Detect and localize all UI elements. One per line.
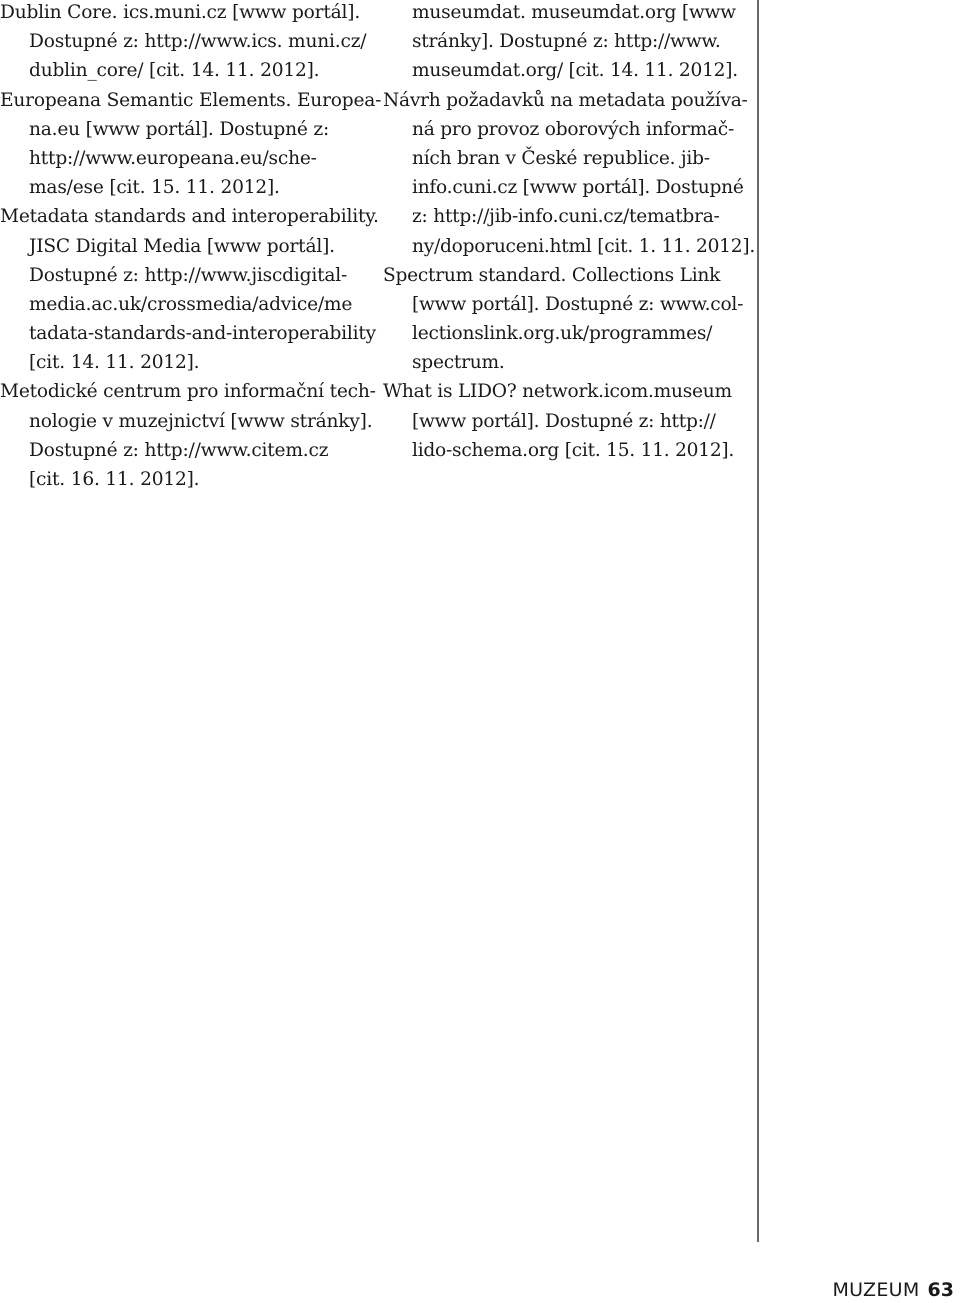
- page-number: 63: [927, 1279, 954, 1301]
- reference-line: tadata-standards-and-interoperability: [29, 323, 376, 345]
- reference-line: What is LIDO? network.icom.museum: [383, 381, 732, 403]
- reference-line: nologie v muzejnictví [www stránky].: [29, 410, 373, 432]
- reference-line: ny/doporuceni.html [cit. 1. 11. 2012].: [412, 235, 756, 257]
- reference-line: Metodické centrum pro informační tech-: [0, 381, 376, 403]
- reference-metadata-standards: [0, 202, 379, 377]
- page-footer: [832, 1278, 954, 1302]
- reference-line: Dublin Core. ics.muni.cz [www portál].: [0, 2, 361, 23]
- reference-line: mas/ese [cit. 15. 11. 2012].: [29, 177, 280, 199]
- reference-line: na.eu [www portál]. Dostupné z:: [29, 118, 330, 140]
- reference-line: z: http://jib-info.cuni.cz/tematbra-: [412, 206, 720, 228]
- reference-line: media.ac.uk/crossmedia/advice/me: [29, 293, 353, 315]
- reference-line: lectionslink.org.uk/programmes/: [412, 323, 713, 345]
- magazine-title: MUZEUM: [832, 1279, 920, 1301]
- column-divider-rule: [757, 0, 759, 1242]
- reference-lido: [383, 377, 755, 465]
- reference-line: spectrum.: [412, 352, 505, 374]
- reference-line: Dostupné z: http://www.ics. muni.cz/: [29, 31, 367, 53]
- reference-line: museumdat. museumdat.org [www: [412, 2, 736, 23]
- reference-line: JISC Digital Media [www portál].: [29, 235, 335, 257]
- reference-museumdat: [383, 0, 755, 86]
- reference-line: [www portál]. Dostupné z: http://: [412, 410, 716, 432]
- reference-line: stránky]. Dostupné z: http://www.: [412, 31, 721, 53]
- right-reference-column: [383, 0, 755, 465]
- reference-navrh-pozadavku: [383, 86, 755, 261]
- reference-line: [cit. 14. 11. 2012].: [29, 352, 200, 374]
- reference-line: [cit. 16. 11. 2012].: [29, 469, 200, 490]
- reference-metodicke-centrum: [0, 377, 376, 494]
- reference-line: info.cuni.cz [www portál]. Dostupné: [412, 177, 744, 199]
- reference-line: museumdat.org/ [cit. 14. 11. 2012].: [412, 60, 738, 82]
- left-reference-column: [0, 0, 382, 494]
- reference-europeana: [0, 86, 382, 203]
- reference-dublin-core: [0, 0, 372, 86]
- reference-line: Spectrum standard. Collections Link: [383, 264, 721, 286]
- reference-line: ná pro provoz oborových informač-: [412, 118, 734, 140]
- reference-line: Dostupné z: http://www.jiscdigital-: [29, 264, 348, 286]
- reference-line: [www portál]. Dostupné z: www.col-: [412, 293, 744, 315]
- reference-line: ních bran v České republice. jib-: [412, 147, 710, 169]
- reference-line: Metadata standards and interoperability.: [0, 206, 379, 228]
- reference-line: lido-schema.org [cit. 15. 11. 2012].: [412, 439, 735, 461]
- reference-line: dublin_core/ [cit. 14. 11. 2012].: [29, 60, 320, 82]
- reference-line: Návrh požadavků na metadata používa-: [383, 89, 748, 111]
- reference-line: Europeana Semantic Elements. Europea-: [0, 89, 382, 111]
- reference-line: Dostupné z: http://www.citem.cz: [29, 439, 329, 461]
- reference-line: http://www.europeana.eu/sche-: [29, 147, 317, 169]
- reference-spectrum: [383, 261, 755, 378]
